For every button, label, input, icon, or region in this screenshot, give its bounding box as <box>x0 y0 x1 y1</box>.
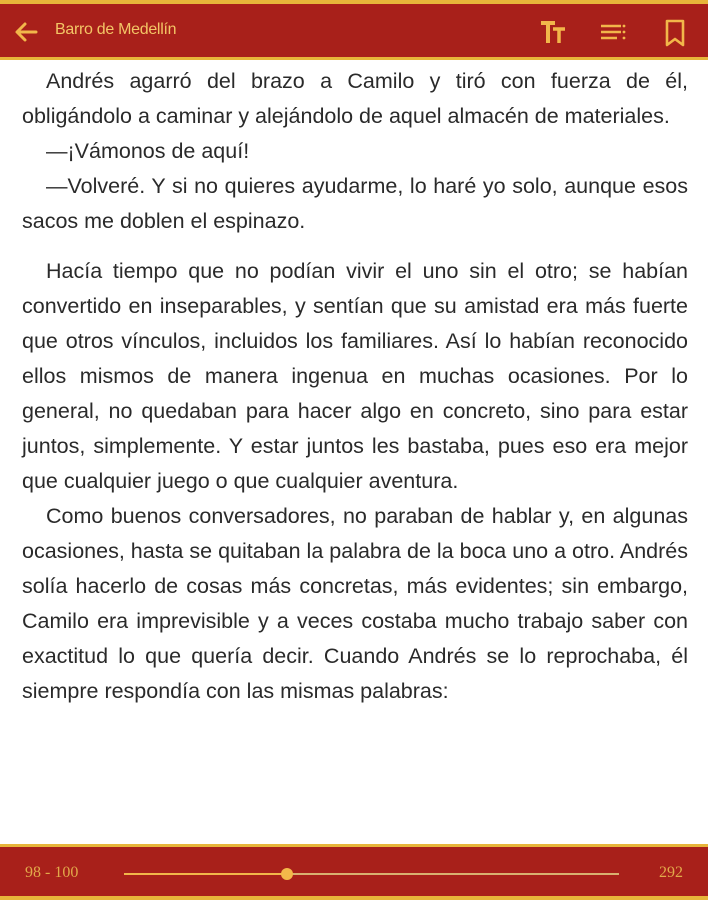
text-size-icon[interactable] <box>538 18 568 48</box>
back-arrow-icon[interactable] <box>12 18 40 46</box>
slider-thumb[interactable] <box>281 868 293 880</box>
book-title: Barro de Medellín <box>55 21 177 38</box>
paragraph: —Volveré. Y si no quieres ayudarme, lo haré yo solo, aunque esos sacos me doblen el espinazo. <box>22 174 688 233</box>
bottom-progress-bar <box>0 844 708 900</box>
paragraph: —¡Vámonos de aquí! <box>46 139 250 163</box>
paragraph: Hacía tiempo que no podían vivir el uno sin el otro; se habían convertido en inseparables, y sentían que su amistad era más fuerte que otros vínculos, incluidos los familiares. Así lo habían reconocido ellos mismos de manera ingenua en muchas ocasiones. Por lo general, no quedaban para hacer algo en concreto, sino para estar juntos, simplemente. Y estar juntos les bastaba, pues eso era mejor que cualquier juego o que cualquier aventura. <box>22 259 688 493</box>
contents-list-icon[interactable] <box>598 18 628 48</box>
bookmark-icon[interactable] <box>660 18 690 48</box>
slider-fill <box>124 873 287 875</box>
page-range: 98 - 100 <box>25 864 79 881</box>
page-slider[interactable] <box>124 873 619 875</box>
reading-content <box>22 64 688 709</box>
total-pages: 292 <box>659 864 683 881</box>
paragraph: Como buenos conversadores, no paraban de hablar y, en algunas ocasiones, hasta se quitaban la palabra de la boca uno a otro. Andrés solía hacerlo de cosas más concretas, más evidentes; sin embargo, Camilo era imprevisible y a veces costaba mucho trabajo saber con exactitud lo que quería decir. Cuando Andrés se lo reprochaba, él siempre respondía con las mismas palabras: <box>22 504 688 703</box>
paragraph: Andrés agarró del brazo a Camilo y tiró con fuerza de él, obligándolo a caminar y alejándolo de aquel almacén de materiales. <box>22 69 688 128</box>
top-app-bar <box>0 0 708 60</box>
